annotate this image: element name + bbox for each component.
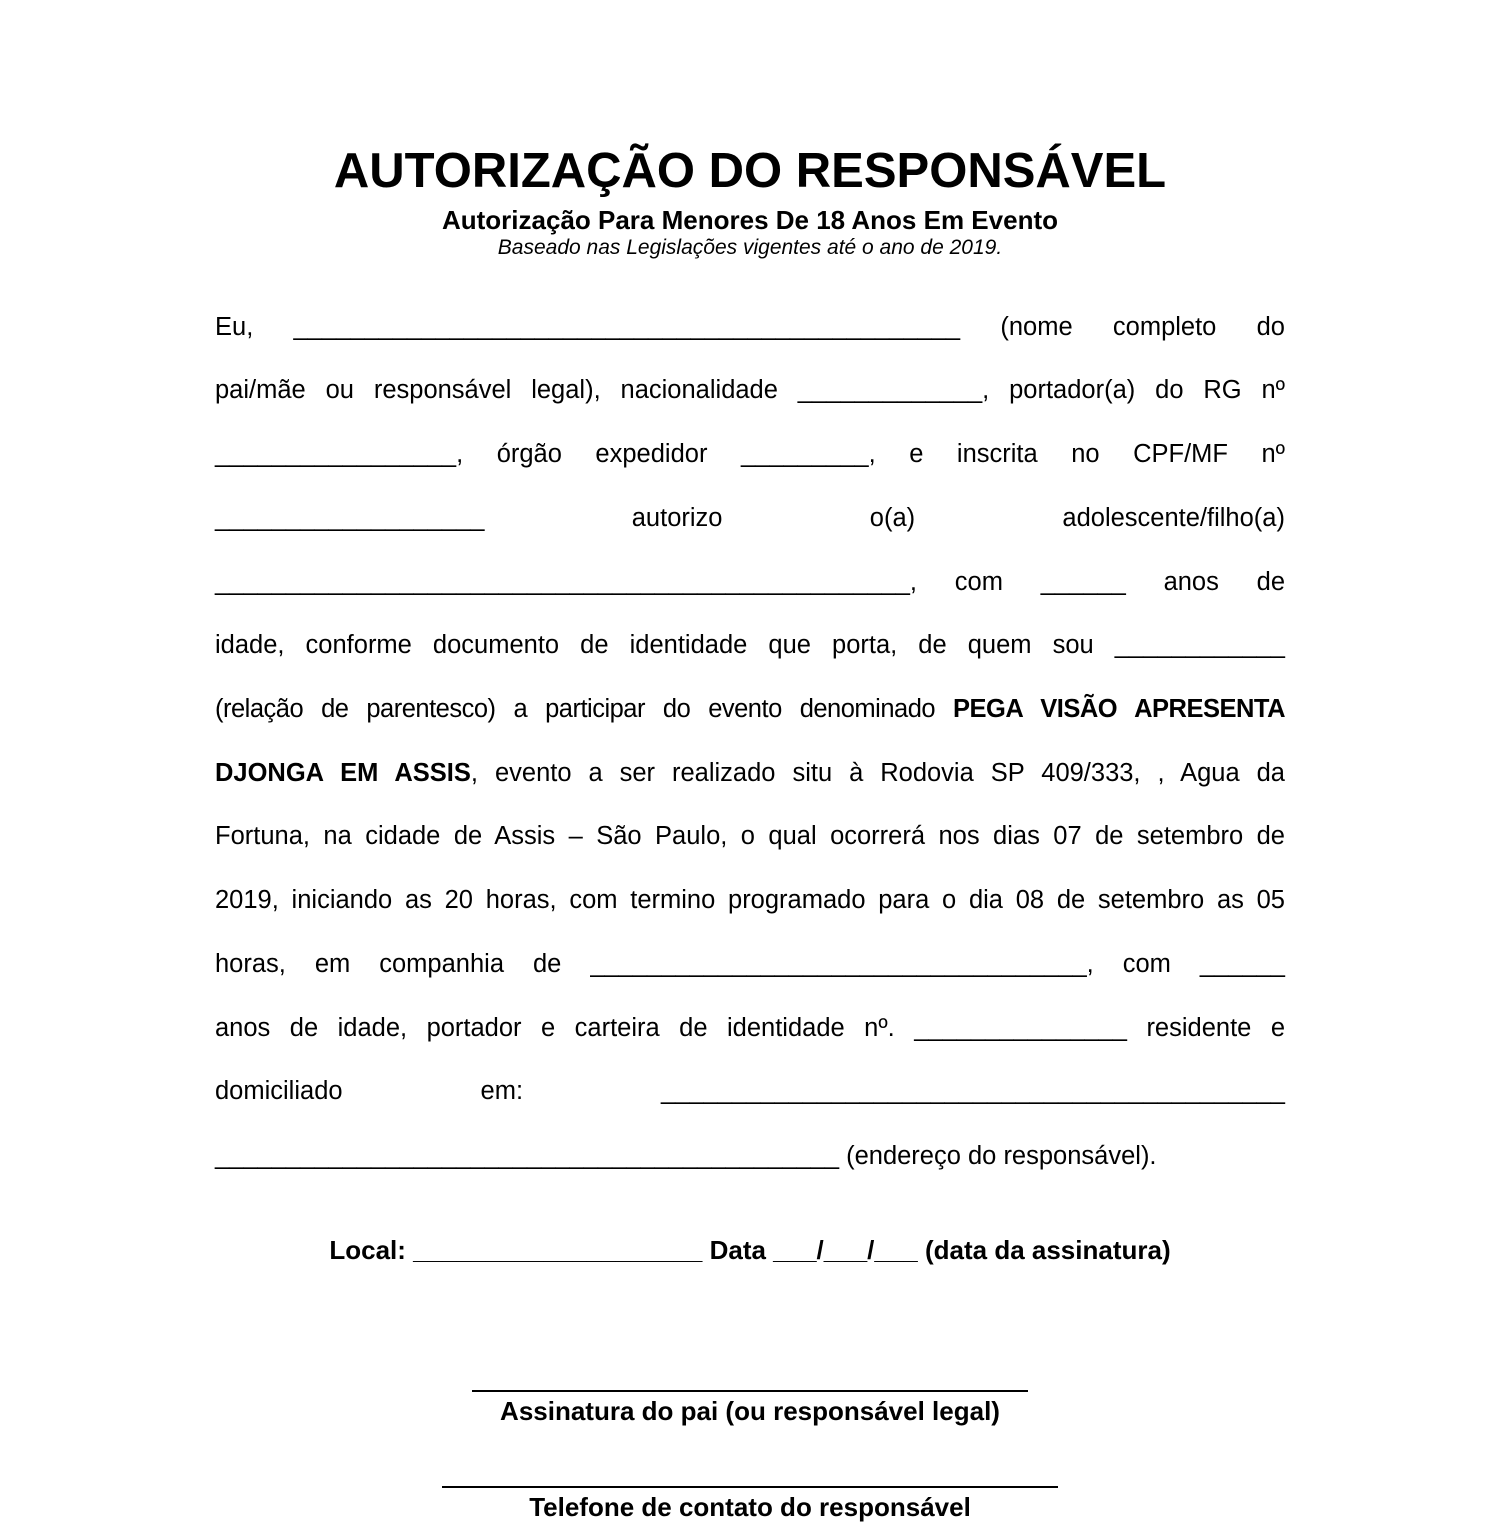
text: autorizo [631,504,723,532]
body-line: pai/mãe ou responsável legal), nacionalidade _____________, portador(a) do RG nº [215,376,1285,404]
text: adolescente/filho(a) [1062,504,1285,532]
signature-label: Assinatura do pai (ou responsável legal) [500,1396,1000,1426]
body-line [215,694,1285,724]
body-line [215,758,1285,788]
body-line: anos de idade, portador e carteira de identidade nº. _______________ residente e [215,1014,1285,1042]
phone-label: Telefone de contato do responsável [529,1492,971,1522]
document-subtitle: Autorização Para Menores De 18 Anos Em Evento [441,205,1058,235]
body-line: _________________, órgão expedidor _________, e inscrita no CPF/MF nº [215,440,1285,468]
body-line: 2019, iniciando as 20 horas, com termino programado para o dia 08 de setembro as 05 [215,886,1285,914]
text: o(a) [869,504,916,532]
body-line: ____________________________________________ (endereço do responsável). [215,1142,1157,1170]
local-date-line: Local: ____________________ Data ___/___/___ (data da assinatura) [329,1235,1171,1265]
event-name-part2: DJONGA EM ASSIS [215,759,471,787]
legislation-note: Baseado nas Legislações vigentes até o ano de 2019. [497,236,1003,259]
body-line: idade, conforme documento de identidade que porta, de quem sou ____________ [215,631,1285,659]
body-line: horas, em companhia de ___________________________________, com ______ [215,950,1285,978]
body-line: Eu, _______________________________________________ (nome completo do [215,313,1285,341]
text: , evento a ser realizado situ à Rodovia SP 409/333, , Agua da [470,759,1285,787]
signature-line [472,1390,1028,1392]
body-line: _________________________________________________, com ______ anos de [215,568,1285,596]
body-line: Fortuna, na cidade de Assis – São Paulo, o qual ocorrerá nos dias 07 de setembro de [215,822,1285,850]
blank: ___________________ [215,504,485,532]
document-title: AUTORIZAÇÃO DO RESPONSÁVEL [333,144,1167,198]
phone-line [442,1486,1058,1488]
text: (relação de parentesco) a participar do evento denominado [215,695,953,723]
event-name-part1: PEGA VISÃO APRESENTA [953,695,1285,723]
body-line: domiciliado em: ____________________________________________ [215,1077,1285,1105]
body-line [215,503,1285,533]
